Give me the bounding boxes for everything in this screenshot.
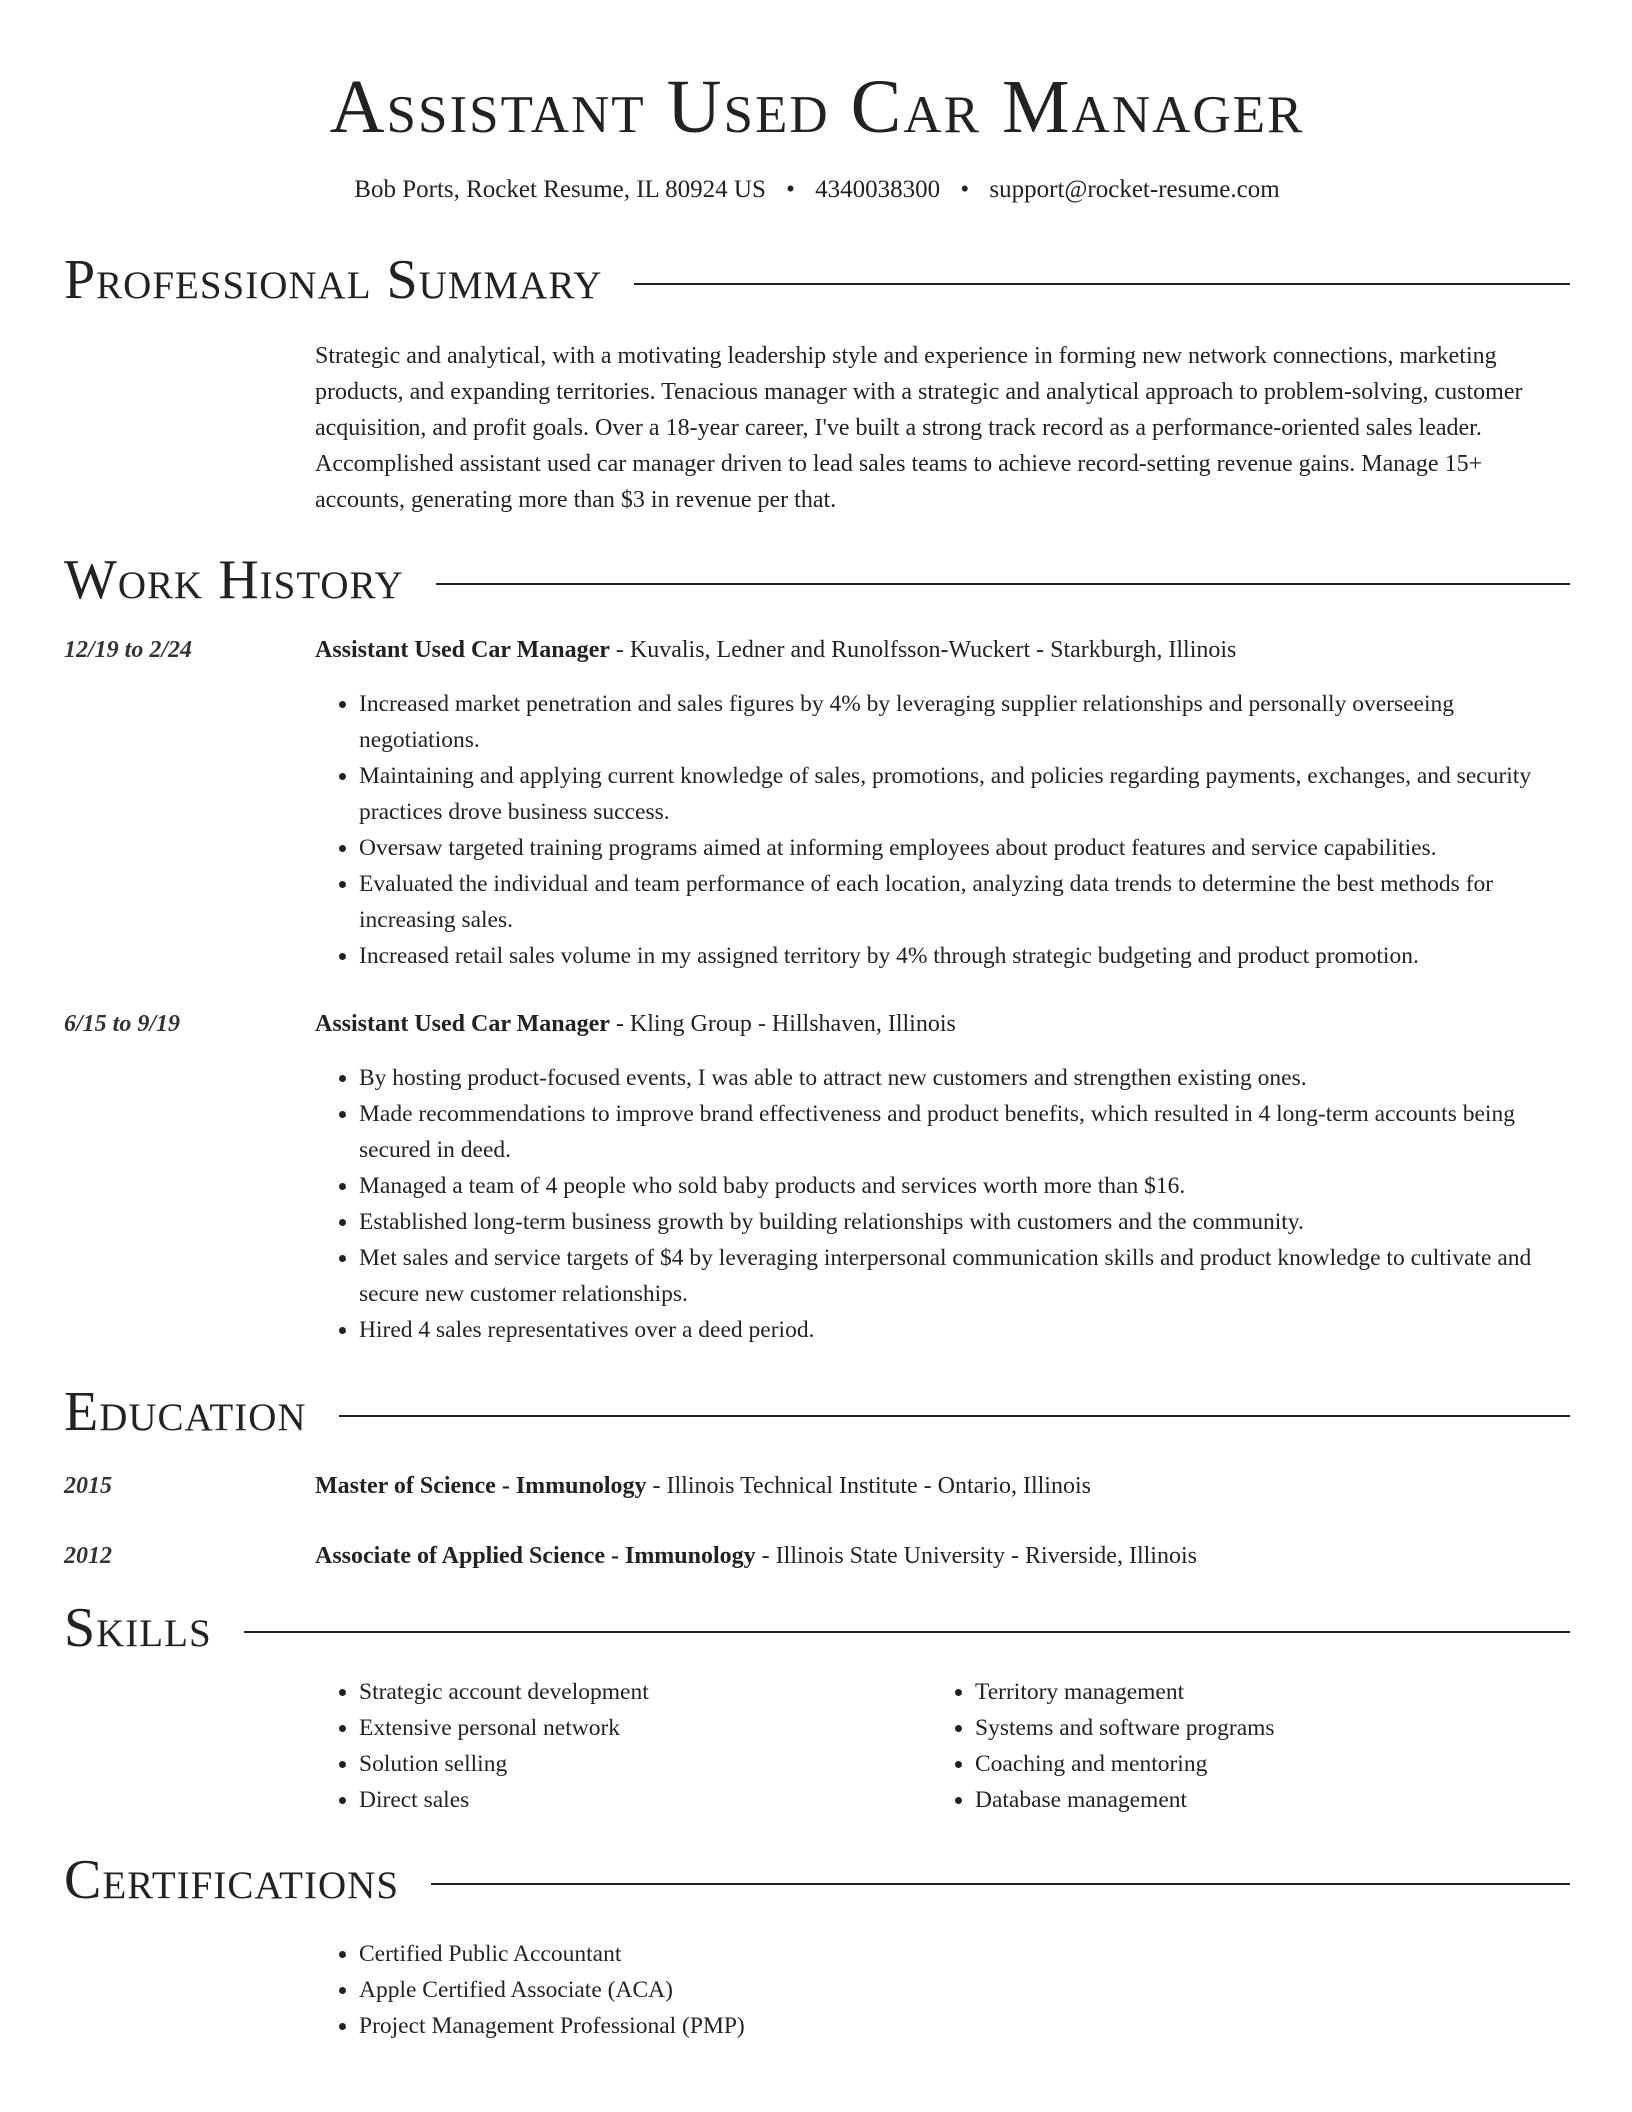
summary-heading: Professional Summary [64, 249, 603, 311]
certification-item: • Certified Public Accountant [359, 1936, 1570, 1972]
job-bullet: • Met sales and service targets of $4 by leveraging interpersonal communication skills and product knowledge to cultivate and secure new customer relationships. [359, 1240, 1570, 1312]
contact-line [64, 174, 1570, 206]
job-bullet: • By hosting product-focused events, I was able to attract new customers and strengthen existing ones. [359, 1060, 1570, 1096]
section-divider [436, 583, 1570, 585]
section-divider [244, 1631, 1570, 1633]
skill-item: • Systems and software programs [975, 1710, 1547, 1746]
skills-left-spacer [64, 1674, 315, 1818]
summary-left-spacer [64, 330, 315, 518]
contact-email: support@rocket-resume.com [989, 176, 1280, 203]
job-employer: - Kling Group - Hillshaven, Illinois [609, 1011, 956, 1037]
skills-row [64, 1674, 1570, 1818]
certification-item: • Project Management Professional (PMP) [359, 2008, 1570, 2044]
job-header-row [64, 1006, 1570, 1042]
skills-heading: Skills [64, 1597, 212, 1659]
certifications-container [315, 1922, 1570, 2044]
certifications-list [315, 1936, 1570, 2044]
certification-item: • Apple Certified Associate (ACA) [359, 1972, 1570, 2008]
certifications-left-spacer [64, 1922, 315, 2044]
job-bullets-row [64, 1042, 1570, 1348]
skill-item: • Territory management [975, 1674, 1547, 1710]
contact-separator: • [960, 176, 970, 203]
job-bullet: • Hired 4 sales representatives over a deed period. [359, 1312, 1570, 1348]
job-bullet: • Increased retail sales volume in my assigned territory by 4% through strategic budgeting and product promotion. [359, 938, 1570, 974]
education-entry [64, 1538, 1570, 1574]
job-bullet: • Oversaw targeted training programs aimed at informing employees about product features and service capabilities. [359, 830, 1570, 866]
education-degree: Master of Science - Immunology [315, 1473, 647, 1499]
education-school: - Illinois State University - Riverside, Illinois [755, 1543, 1197, 1569]
job-bullet: • Established long-term business growth by building relationships with customers and the community. [359, 1204, 1570, 1240]
education-entry [64, 1468, 1570, 1504]
job-employer: - Kuvalis, Ledner and Runolfsson-Wuckert - Starkburgh, Illinois [609, 637, 1237, 663]
skills-container [315, 1674, 1570, 1818]
job-bullet-list [315, 1060, 1570, 1348]
skills-list-right [931, 1674, 1547, 1818]
summary-section-header [64, 244, 1570, 316]
certifications-row [64, 1922, 1570, 2044]
contact-separator: • [786, 176, 795, 203]
job-bullets-container [315, 1042, 1570, 1348]
work-heading: Work History [64, 549, 404, 611]
skills-section-header [64, 1592, 1570, 1664]
job-entry [64, 632, 1570, 974]
education-heading-line [315, 1538, 1570, 1574]
job-left-spacer [64, 668, 315, 974]
skills-columns [315, 1674, 1570, 1818]
summary-text: Strategic and analytical, with a motivating leadership style and experience in forming new network connections, marketing products, and expanding territories. Tenacious manager with a strategic and analytical approach to problem-solving, customer acquisition, and profit goals. Over a 18-year career, I've built a strong track record as a performance-oriented sales leader. Accomplished assistant used car manager driven to lead sales teams to achieve record-setting revenue gains. Manage 15+ accounts, generating more than $3 in revenue per that. [315, 343, 1523, 513]
job-dates: 6/15 to 9/19 [64, 1011, 181, 1037]
education-heading: Education [64, 1381, 307, 1443]
job-bullet: • Made recommendations to improve brand effectiveness and product benefits, which resulted in 4 long-term accounts being secured in deed. [359, 1096, 1570, 1168]
job-bullet: • Managed a team of 4 people who sold baby products and services worth more than $16. [359, 1168, 1570, 1204]
job-heading [315, 1006, 1570, 1042]
job-dates: 12/19 to 2/24 [64, 637, 193, 663]
education-degree: Associate of Applied Science - Immunology [315, 1543, 756, 1569]
job-bullet: • Maintaining and applying current knowledge of sales, promotions, and policies regarding payments, exchanges, and security practices drove business success. [359, 758, 1570, 830]
skill-item: • Strategic account development [359, 1674, 931, 1710]
education-school: - Illinois Technical Institute - Ontario, Illinois [646, 1473, 1091, 1499]
skill-item: • Direct sales [359, 1782, 931, 1818]
skills-list-left [315, 1674, 931, 1818]
resume-title: Assistant Used Car Manager [329, 65, 1305, 149]
skill-item: • Database management [975, 1782, 1547, 1818]
skill-item: • Solution selling [359, 1746, 931, 1782]
section-divider [339, 1415, 1570, 1417]
summary-row [64, 330, 1570, 518]
contact-phone: 4340038300 [815, 176, 941, 203]
job-bullets-row [64, 668, 1570, 974]
job-header-row [64, 632, 1570, 668]
job-title: Assistant Used Car Manager [315, 637, 610, 663]
education-year: 2015 [64, 1473, 112, 1499]
work-section-header [64, 544, 1570, 616]
job-heading [315, 632, 1570, 668]
job-bullets-container [315, 668, 1570, 974]
certifications-heading: Certifications [64, 1849, 400, 1911]
job-bullet: • Evaluated the individual and team performance of each location, analyzing data trends to determine the best methods for increasing sales. [359, 866, 1570, 938]
certifications-section-header [64, 1844, 1570, 1916]
section-divider [431, 1883, 1570, 1885]
job-entry [64, 1006, 1570, 1348]
contact-address: Bob Ports, Rocket Resume, IL 80924 US [354, 176, 766, 203]
skill-item: • Coaching and mentoring [975, 1746, 1547, 1782]
section-divider [634, 283, 1570, 285]
skill-item: • Extensive personal network [359, 1710, 931, 1746]
education-heading-line [315, 1468, 1570, 1504]
job-bullet-list [315, 686, 1570, 974]
resume-page [64, 0, 1570, 2044]
education-section-header [64, 1376, 1570, 1448]
job-title: Assistant Used Car Manager [315, 1011, 610, 1037]
job-left-spacer [64, 1042, 315, 1348]
job-bullet: • Increased market penetration and sales figures by 4% by leveraging supplier relationships and personally overseeing negotiations. [359, 686, 1570, 758]
education-year: 2012 [64, 1543, 112, 1569]
